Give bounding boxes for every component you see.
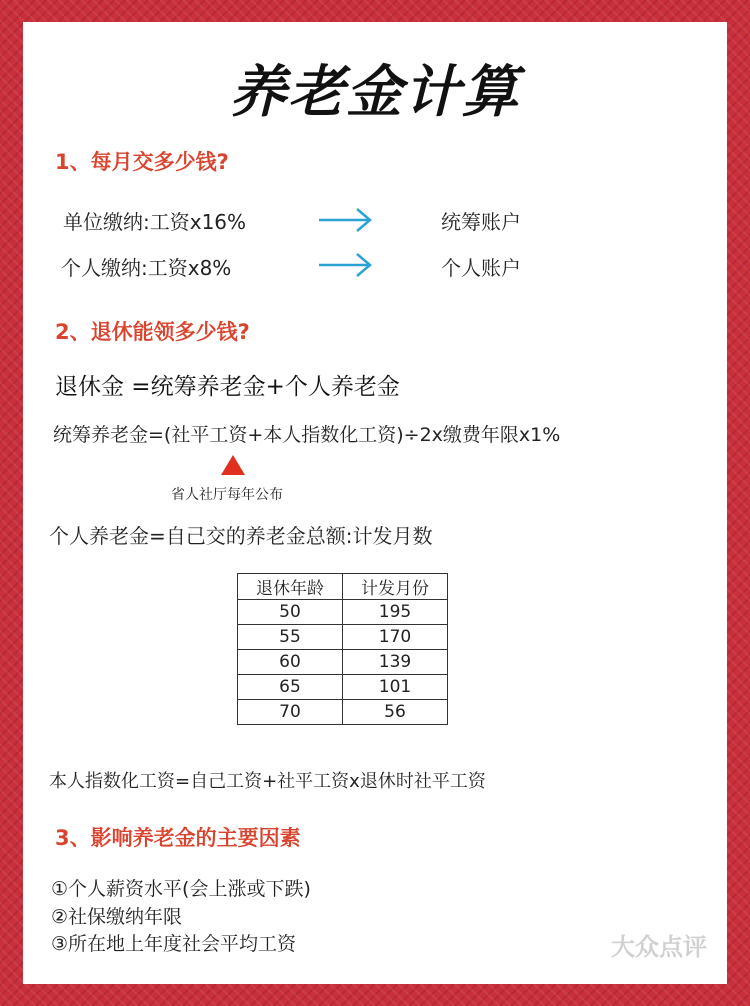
table-row: [238, 700, 448, 725]
months-cell: 139: [343, 650, 448, 675]
pooled-pension-formula: 统筹养老金=(社平工资+本人指数化工资)÷2x缴费年限x1%: [53, 424, 561, 446]
personal-pension-formula: 个人养老金=自己交的养老金总额:计发月数: [49, 524, 433, 548]
months-cell: 56: [343, 700, 448, 725]
table-row: [238, 650, 448, 675]
arrow-right-icon: [317, 206, 373, 234]
pointer-up-icon: [220, 454, 246, 480]
table-row: [238, 600, 448, 625]
months-cell: 101: [343, 675, 448, 700]
page-title: 养老金计算: [230, 60, 520, 125]
payout-months-table: [237, 573, 448, 725]
factor-item: ②社保缴纳年限: [51, 906, 183, 928]
section-1-heading: 1、每月交多少钱?: [55, 150, 229, 174]
header-payout-months: 计发月份: [343, 574, 448, 600]
pooled-account-text: 统筹账户: [441, 210, 521, 234]
age-cell: 60: [238, 650, 343, 675]
header-retirement-age: 退休年龄: [238, 574, 343, 600]
months-cell: 170: [343, 625, 448, 650]
table-header-row: [238, 574, 448, 600]
content-card: [23, 22, 727, 984]
factor-item: ③所在地上年度社会平均工资: [51, 933, 297, 955]
section-3-heading: 3、影响养老金的主要因素: [55, 826, 301, 850]
indexed-wage-formula: 本人指数化工资=自己工资+社平工资x退休时社平工资: [49, 771, 486, 792]
table-row: [238, 675, 448, 700]
age-cell: 50: [238, 600, 343, 625]
personal-contribution-text: 个人缴纳:工资x8%: [61, 256, 232, 280]
personal-account-text: 个人账户: [441, 256, 521, 280]
watermark: 大众点评: [611, 933, 707, 961]
arrow-right-icon: [317, 251, 373, 279]
age-cell: 65: [238, 675, 343, 700]
age-cell: 70: [238, 700, 343, 725]
employer-contribution-text: 单位缴纳:工资x16%: [63, 210, 247, 234]
published-note: 省人社厅每年公布: [171, 487, 283, 503]
table-row: [238, 625, 448, 650]
factor-item: ①个人薪资水平(会上涨或下跌): [51, 878, 311, 900]
months-cell: 195: [343, 600, 448, 625]
age-cell: 55: [238, 625, 343, 650]
section-2-heading: 2、退休能领多少钱?: [55, 320, 250, 344]
pension-formula: 退休金 =统筹养老金+个人养老金: [55, 374, 400, 400]
